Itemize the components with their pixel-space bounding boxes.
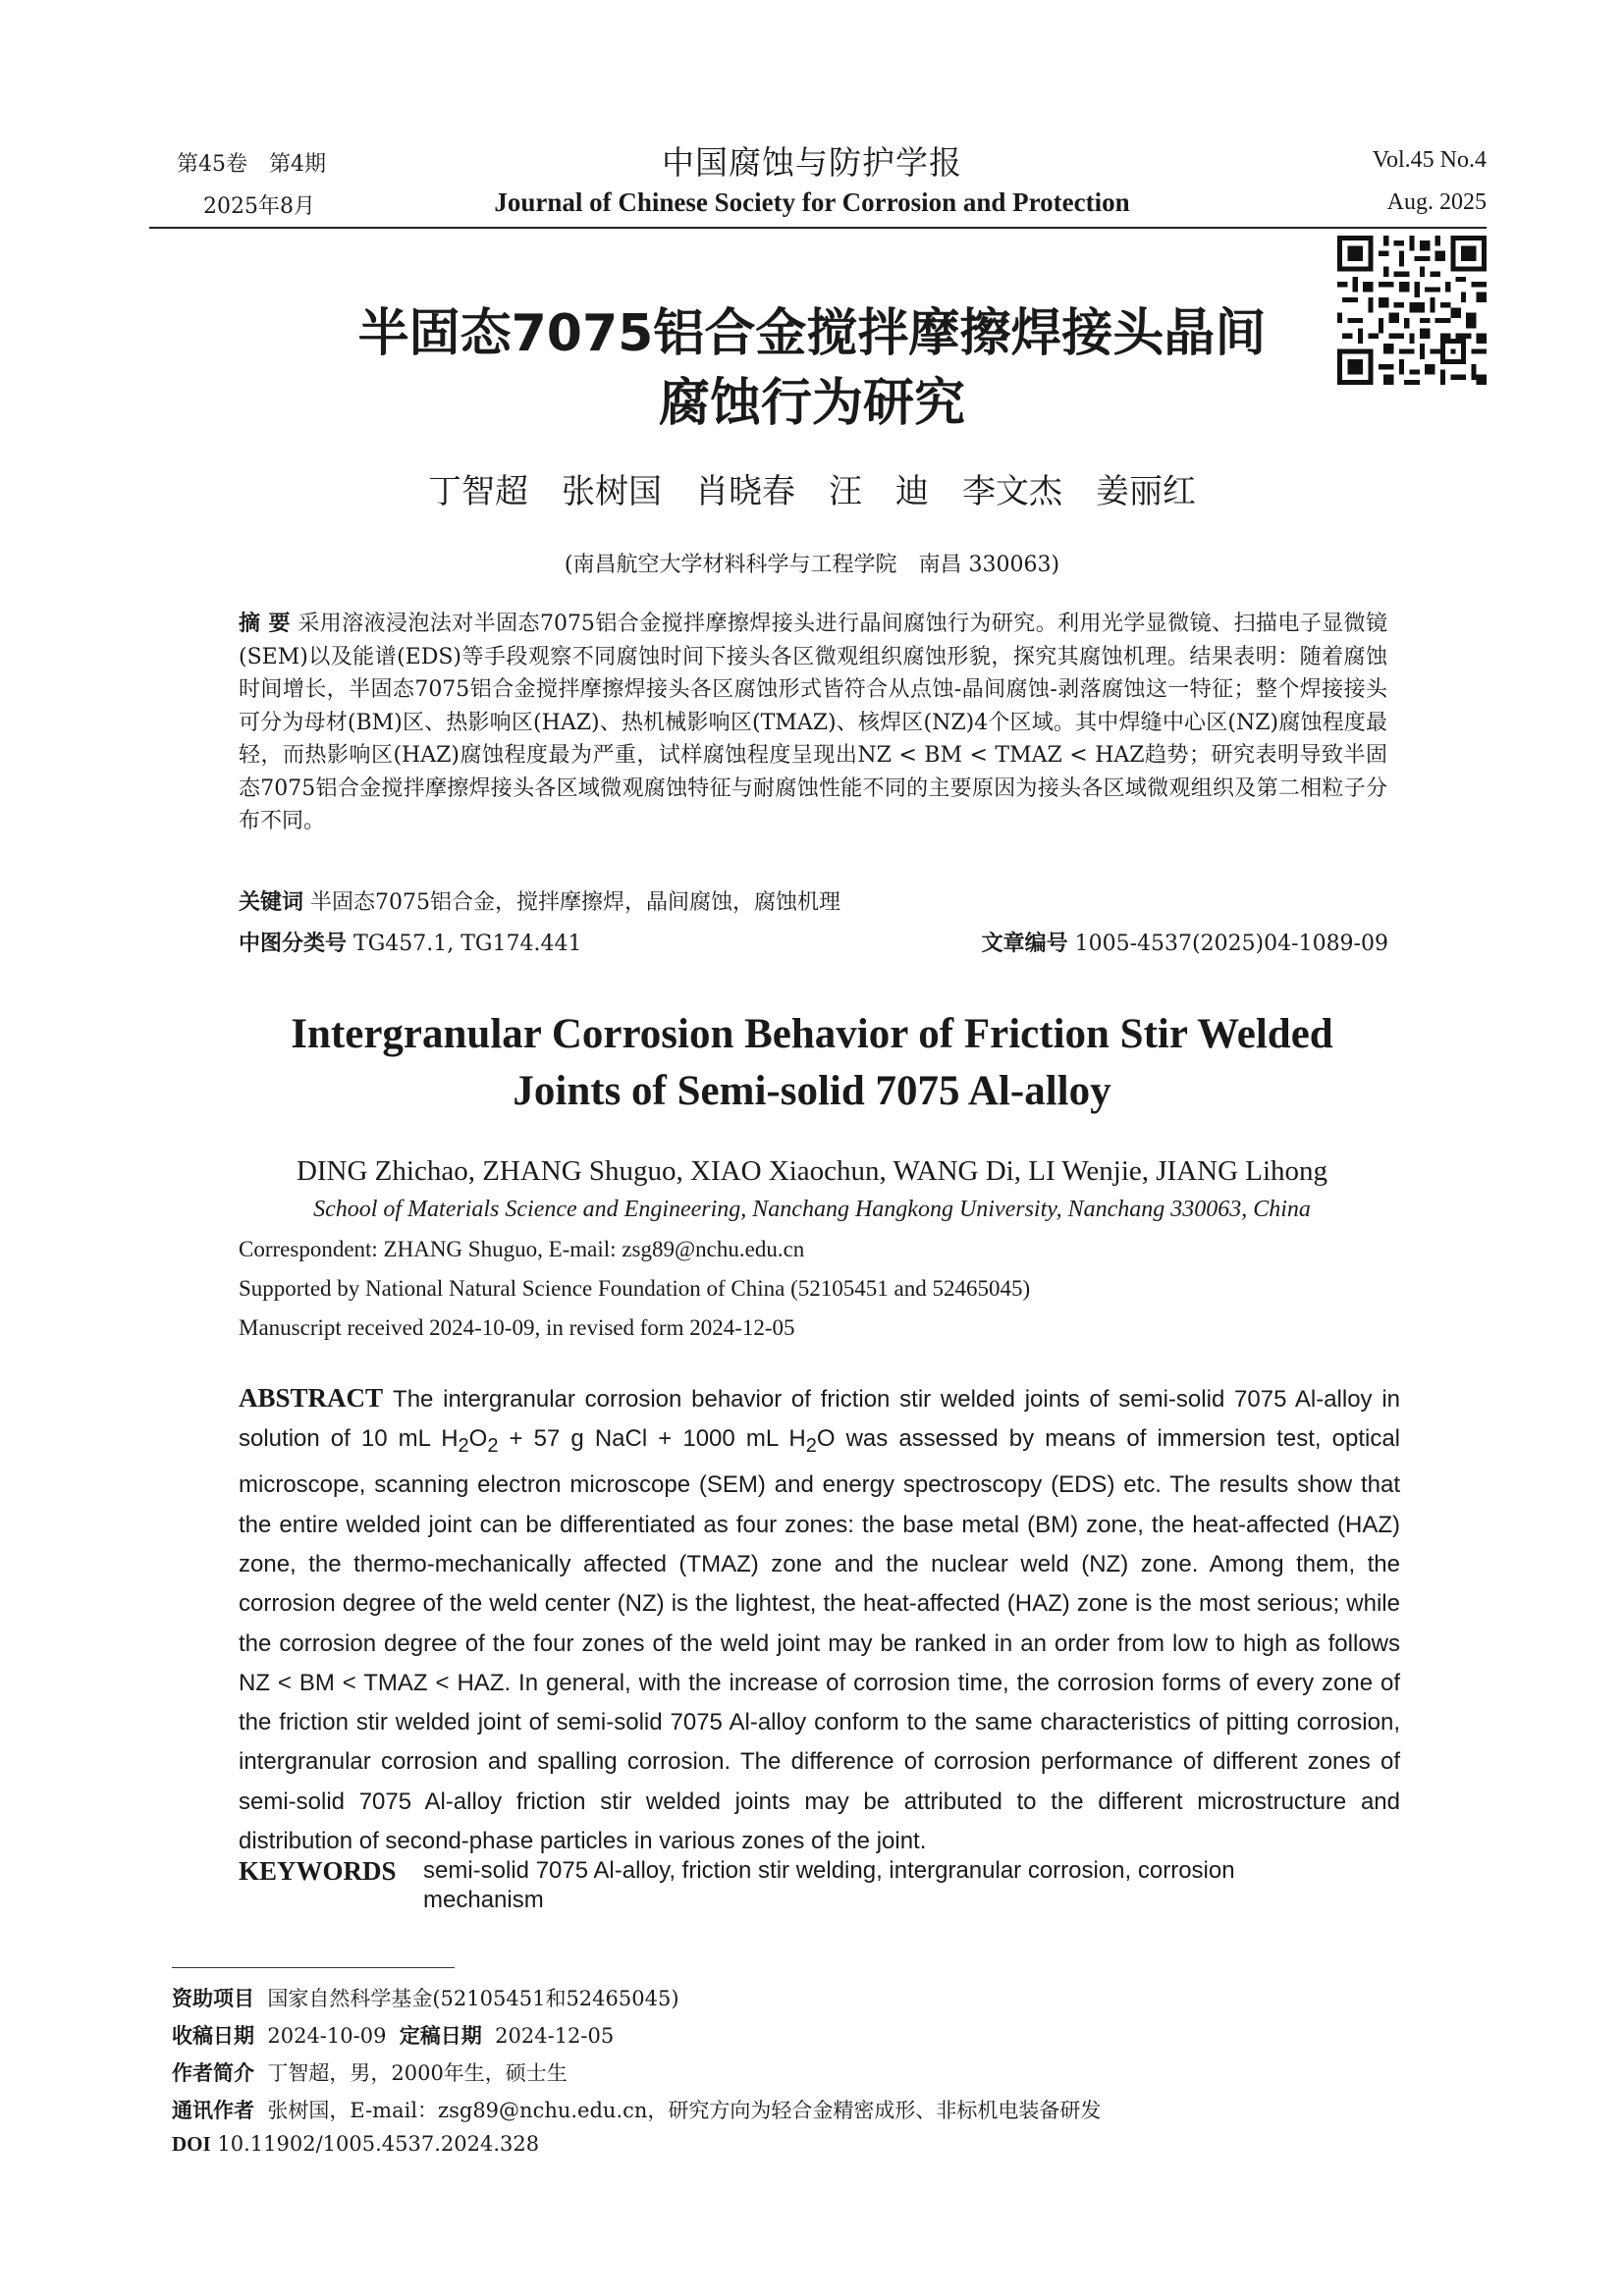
classification-cn-text: TG457.1, TG174.441 (353, 932, 582, 956)
footnote-received-text: 2024-10-09 (267, 2024, 387, 2048)
header-rule (149, 227, 1487, 229)
paper-title-en-line2: Joints of Semi-solid 7075 Al-alloy (513, 1068, 1111, 1114)
journal-name-cn: 中国腐蚀与防护学报 (662, 143, 962, 182)
authors-en: DING Zhichao, ZHANG Shuguo, XIAO Xiaochun, WANG Di, LI Wenjie, JIANG Lihong (296, 1155, 1328, 1187)
abstract-cn (239, 608, 1387, 838)
classification-cn-label: 中图分类号 (239, 932, 348, 956)
footnote-correspondent (172, 2095, 1101, 2124)
abstract-en-label: ABSTRACT (239, 1383, 384, 1413)
footnote-rule (172, 1967, 455, 1968)
journal-date-en: Aug. 2025 (1386, 189, 1487, 215)
abstract-en-text-2: O (468, 1425, 488, 1453)
footnote-corr-label: 通讯作者 (172, 2099, 254, 2122)
footnote-funding-label: 资助项目 (172, 1987, 254, 2010)
footnote-author-label: 作者简介 (172, 2061, 254, 2085)
footnote-doi-text: 10.11902/1005.4537.2024.328 (217, 2132, 540, 2156)
funding-en: Supported by National Natural Science Foundation of China (52105451 and 52465045) (239, 1276, 1031, 1301)
correspondent-en: Correspondent: ZHANG Shuguo, E-mail: zsg89@nchu.edu.cn (239, 1237, 805, 1261)
article-number-cn-label: 文章编号 (981, 932, 1068, 956)
article-number-cn (982, 927, 1388, 957)
journal-volume-issue-cn: 第45卷 第4期 (177, 152, 326, 177)
subscript: 2 (487, 1435, 499, 1458)
journal-volume-issue-en: Vol.45 No.4 (1372, 147, 1487, 173)
keywords-cn (239, 885, 1387, 916)
keywords-en-text: semi-solid 7075 Al-alloy, friction stir welding, intergranular corrosion, corrosion mechanism (423, 1857, 1235, 1913)
paper-title-cn-line1: 半固态7075铝合金搅拌摩擦焊接头晶间 (357, 304, 1267, 363)
keywords-cn-label: 关键词 (239, 890, 304, 915)
footnote-author-text: 丁智超，男，2000年生，硕士生 (267, 2061, 568, 2085)
paper-title-en-line1: Intergranular Corrosion Behavior of Friction Stir Welded (291, 1011, 1333, 1057)
keywords-en-label: KEYWORDS (239, 1856, 397, 1886)
footnote-dates (172, 2020, 614, 2050)
abstract-cn-text: 采用溶液浸泡法对半固态7075铝合金搅拌摩擦焊接头进行晶间腐蚀行为研究。利用光学显微镜、扫描电子显微镜(SEM)以及能谱(EDS)等手段观察不同腐蚀时间下接头各区微观组织腐蚀形貌，探究其腐蚀机理。结果表明：随着腐蚀时间增长，半固态7075铝合金搅拌摩擦焊接头各区腐蚀形式皆符合从点蚀-晶间腐蚀-剥落腐蚀这一特征；整个焊接接头可分为母材(BM)区、热影响区(HAZ)、热机械影响区(TMAZ)、核焊区(NZ)4个区域。其中焊缝中心区(NZ)腐蚀程度最轻，而热影响区(HAZ)腐蚀程度最为严重，试样腐蚀程度呈现出NZ < BM < TMAZ < HAZ趋势；研究表明导致半固态7075铝合金搅拌摩擦焊接头各区域微观腐蚀特征与耐腐蚀性能不同的主要原因为接头各区域微观组织及第二相粒子分布不同。 (239, 612, 1387, 833)
paper-title-cn-line2: 腐蚀行为研究 (658, 374, 965, 433)
footnote-final-label: 定稿日期 (399, 2024, 482, 2048)
keywords-cn-text: 半固态7075铝合金，搅拌摩擦焊，晶间腐蚀，腐蚀机理 (310, 890, 841, 915)
journal-date-cn: 2025年8月 (203, 194, 315, 219)
keywords-en (239, 1856, 1268, 1915)
affiliation-en: School of Materials Science and Engineering, Nanchang Hangkong University, Nanchang 330063, China (313, 1197, 1311, 1222)
footnote-final-text: 2024-12-05 (495, 2024, 615, 2048)
abstract-en-text-1: The intergranular corrosion behavior of friction stir welded joints of semi-solid 7075 Al-alloy in solution of 10 mL H (239, 1386, 1400, 1453)
footnote-author (172, 2057, 568, 2087)
footnote-funding (172, 1983, 679, 2012)
footnote-received-label: 收稿日期 (172, 2024, 254, 2048)
subscript: 2 (805, 1435, 817, 1458)
abstract-en-text-3: + 57 g NaCl + 1000 mL H (498, 1425, 806, 1453)
classification-cn (239, 927, 581, 957)
abstract-cn-label: 摘 要 (239, 612, 291, 636)
subscript: 2 (458, 1435, 469, 1458)
authors-cn: 丁智超 张树国 肖晓春 汪 迪 李文杰 姜丽红 (428, 472, 1196, 511)
manuscript-dates-en: Manuscript received 2024-10-09, in revised form 2024-12-05 (239, 1315, 795, 1340)
abstract-en-text-4: O was assessed by means of immersion test, optical microscope, scanning electron microscope (SEM) and energy spectroscopy (EDS) etc. The results show that the entire welded joint can be differentiated as four zones: the base metal (BM) zone, the heat-affected (HAZ) zone, the thermo-mechanically affected (TMAZ) zone and the nuclear weld (NZ) zone. Among them, the corrosion degree of the weld center (NZ) is the lightest, the heat-affected (HAZ) zone is the most serious; while the corrosion degree of the four zones of the weld joint may be ranked in an order from low to high as follows NZ < BM < TMAZ < HAZ. In general, with the increase of corrosion time, the corrosion forms of every zone of the friction stir welded joint of semi-solid 7075 Al-alloy conform to the same characteristics of pitting corrosion, intergranular corrosion and spalling corrosion. The difference of corrosion performance of different zones of semi-solid 7075 Al-alloy friction stir welded joints may be attributed to the different microstructure and distribution of second-phase particles in various zones of the joint. (239, 1425, 1401, 1855)
journal-name-en: Journal of Chinese Society for Corrosion and Protection (494, 187, 1130, 217)
footnote-doi (172, 2132, 539, 2157)
affiliation-cn: (南昌航空大学材料科学与工程学院 南昌 330063) (564, 553, 1060, 577)
footnote-funding-text: 国家自然科学基金(52105451和52465045) (267, 1987, 679, 2010)
article-number-cn-text: 1005-4537(2025)04-1089-09 (1074, 932, 1388, 956)
abstract-en (239, 1378, 1400, 1861)
footnote-doi-label: DOI (172, 2132, 211, 2156)
footnote-corr-text: 张树国，E-mail：zsg89@nchu.edu.cn，研究方向为轻合金精密成形、非标机电装备研发 (267, 2099, 1102, 2122)
